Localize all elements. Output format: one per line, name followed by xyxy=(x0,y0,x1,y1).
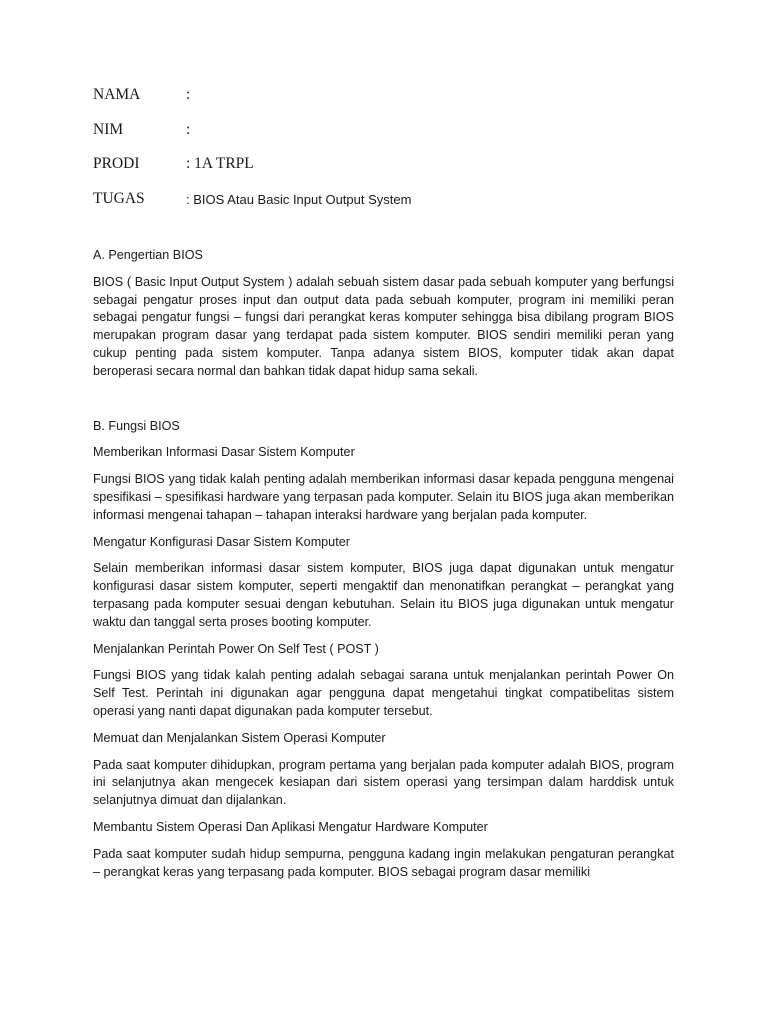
identity-header xyxy=(93,86,693,224)
function-heading: Menjalankan Perintah Power On Self Test ( POST ) xyxy=(93,641,379,656)
function-item xyxy=(93,444,674,524)
nama-row xyxy=(93,86,693,121)
function-heading: Mengatur Konfigurasi Dasar Sistem Komputer xyxy=(93,534,350,549)
nama-label: NAMA xyxy=(93,86,141,103)
nama-value: : xyxy=(186,86,191,103)
section-a-paragraph: BIOS ( Basic Input Output System ) adalah sebuah sistem dasar pada sebuah komputer yang berfungsi sebagai pengatur proses input dan output data pada sebuah komputer, program ini memiliki peran sebagai pengatur fungsi – fungsi dari perangkat keras komputer sehingga bisa dibilang program BIOS merupakan program dasar yang terdapat pada sistem komputer. BIOS sendiri memiliki peran yang cukup penting pada sistem komputer. Tanpa adanya sistem BIOS, komputer tidak akan dapat beroperasi secara normal dan bahkan tidak dapat hidup sama sekali. xyxy=(93,274,674,378)
section-a-title: A. Pengertian BIOS xyxy=(93,248,203,262)
function-heading: Memuat dan Menjalankan Sistem Operasi Komputer xyxy=(93,730,386,745)
nim-value: : xyxy=(186,120,191,138)
function-item xyxy=(93,641,674,721)
prodi-row xyxy=(93,155,693,190)
function-item xyxy=(93,534,674,632)
function-text: Fungsi BIOS yang tidak kalah penting adalah memberikan informasi dasar kepada pengguna mengenai spesifikasi – spesifikasi hardware yang terpasan pada komputer. Selain itu BIOS juga akan memberikan informasi mengenai tahapan – tahapan interaksi hardware yang berjalan pada komputer. xyxy=(93,472,674,522)
function-heading: Memberikan Informasi Dasar Sistem Komputer xyxy=(93,445,355,460)
nim-row xyxy=(93,121,693,156)
prodi-value: : 1A TRPL xyxy=(186,155,254,172)
section-b-title: B. Fungsi BIOS xyxy=(93,418,180,433)
nim-label: NIM xyxy=(93,120,124,138)
function-item xyxy=(93,819,674,881)
document-body xyxy=(93,247,674,890)
function-text: Pada saat komputer sudah hidup sempurna, pengguna kadang ingin melakukan pengaturan perangkat – perangkat keras yang terpasang pada komputer. BIOS sebagai program dasar memiliki xyxy=(93,846,674,879)
tugas-label: TUGAS xyxy=(93,189,145,207)
function-heading: Membantu Sistem Operasi Dan Aplikasi Mengatur Hardware Komputer xyxy=(93,819,488,834)
tugas-row xyxy=(93,190,693,225)
function-text: Selain memberikan informasi dasar sistem komputer, BIOS juga dapat digunakan untuk mengatur konfigurasi dasar sistem komputer, seperti mengaktif dan menonatifkan perangkat – perangkat yang terpasang pada komputer sesuai dengan kebutuhan. Selain itu BIOS juga digunakan untuk mengatur waktu dan tanggal serta proses booting komputer. xyxy=(93,561,674,629)
function-text: Fungsi BIOS yang tidak kalah penting adalah sebagai sarana untuk menjalankan perintah Power On Self Test. Perintah ini digunakan agar pengguna dapat mengetahui tingkat compatibelitas sistem operasi yang nanti dapat digunakan pada komputer tersebut. xyxy=(93,668,674,718)
function-item xyxy=(93,730,674,810)
function-text: Pada saat komputer dihidupkan, program pertama yang berjalan pada komputer adalah BIOS, program ini selanjutnya akan mengecek kesiapan dari sistem operasi yang tersimpan dalam harddisk untuk selanjutnya dimuat dan dijalankan. xyxy=(93,757,674,808)
prodi-label: PRODI xyxy=(93,155,140,172)
tugas-value: : BIOS Atau Basic Input Output System xyxy=(186,191,412,207)
